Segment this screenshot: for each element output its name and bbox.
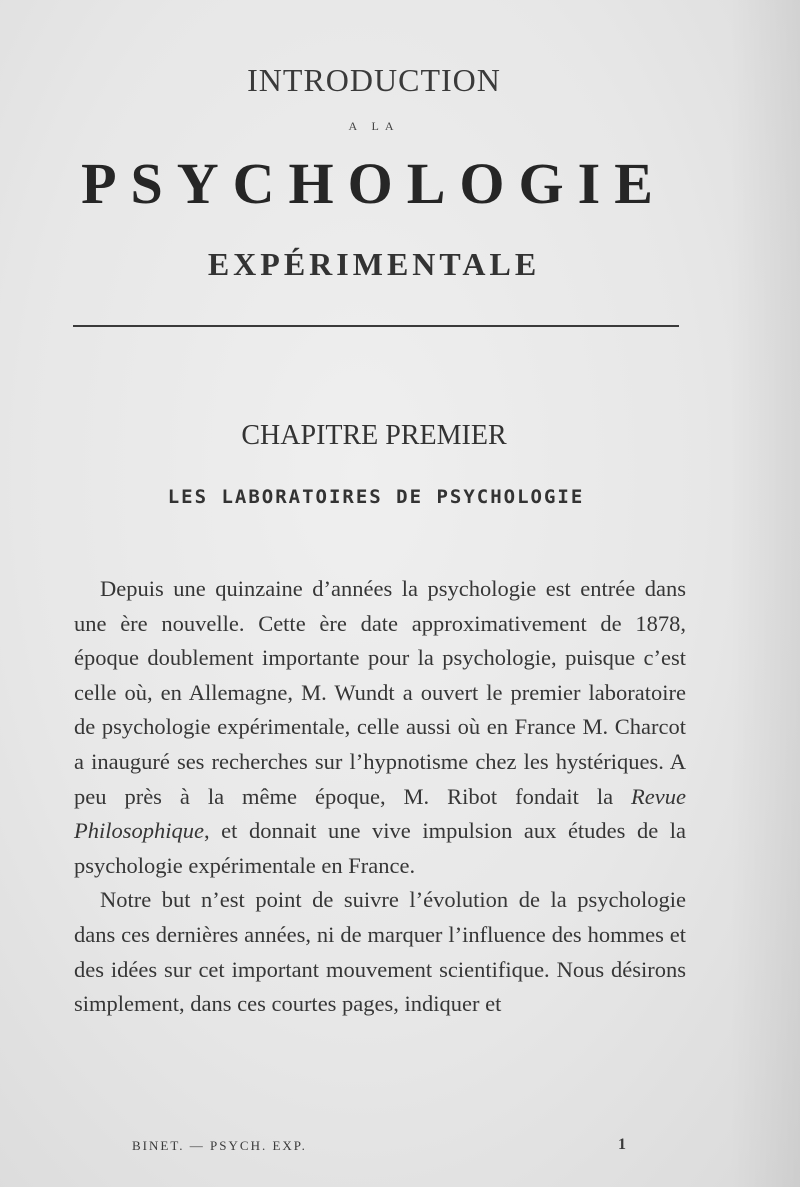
title-a-la: A LA: [348, 119, 400, 133]
title-introduction: INTRODUCTION: [247, 62, 501, 98]
paragraph-1-text-b: , et donnait une vive impulsion aux études de la psychologie expérimentale en France.: [74, 818, 686, 878]
title-psychologie: PSYCHOLOGIE: [81, 151, 667, 216]
body-text: [74, 572, 686, 1022]
journal-title-italic: Revue Philosophique: [74, 783, 686, 844]
chapter-subheading: LES LABORATOIRES DE PSYCHOLOGIE: [167, 486, 585, 508]
title-experimentale: EXPÉRIMENTALE: [207, 246, 541, 282]
chapter-heading: CHAPITRE PREMIER: [241, 420, 507, 451]
paragraph-1-text-a: Depuis une quinzaine d’années la psychologie est entrée dans une ère nouvelle. Cette ère date approximativement de 1878, époque doublement importante pour la psychologie, puisque c’est celle où, en Allemagne, M. Wundt a ouvert le premier laboratoire de psychologie expérimentale, celle aussi où en France M. Charcot a inauguré ses recherches sur l’hypnotisme chez les hystériques. A peu près à la même époque, M. Ribot fondait la: [74, 576, 686, 809]
page-number: 1: [618, 1136, 628, 1153]
paragraph-2: Notre but n’est point de suivre l’évolution de la psychologie dans ces dernières années, ni de marquer l’influence des hommes et des idées sur cet important mouvement scientifique. Nous désirons simplement, dans ces courtes pages, indiquer et: [74, 887, 686, 1017]
paragraph-1: [74, 572, 686, 883]
title-divider-rule: [73, 325, 679, 327]
footer-signature: BINET. — PSYCH. EXP.: [132, 1138, 307, 1153]
